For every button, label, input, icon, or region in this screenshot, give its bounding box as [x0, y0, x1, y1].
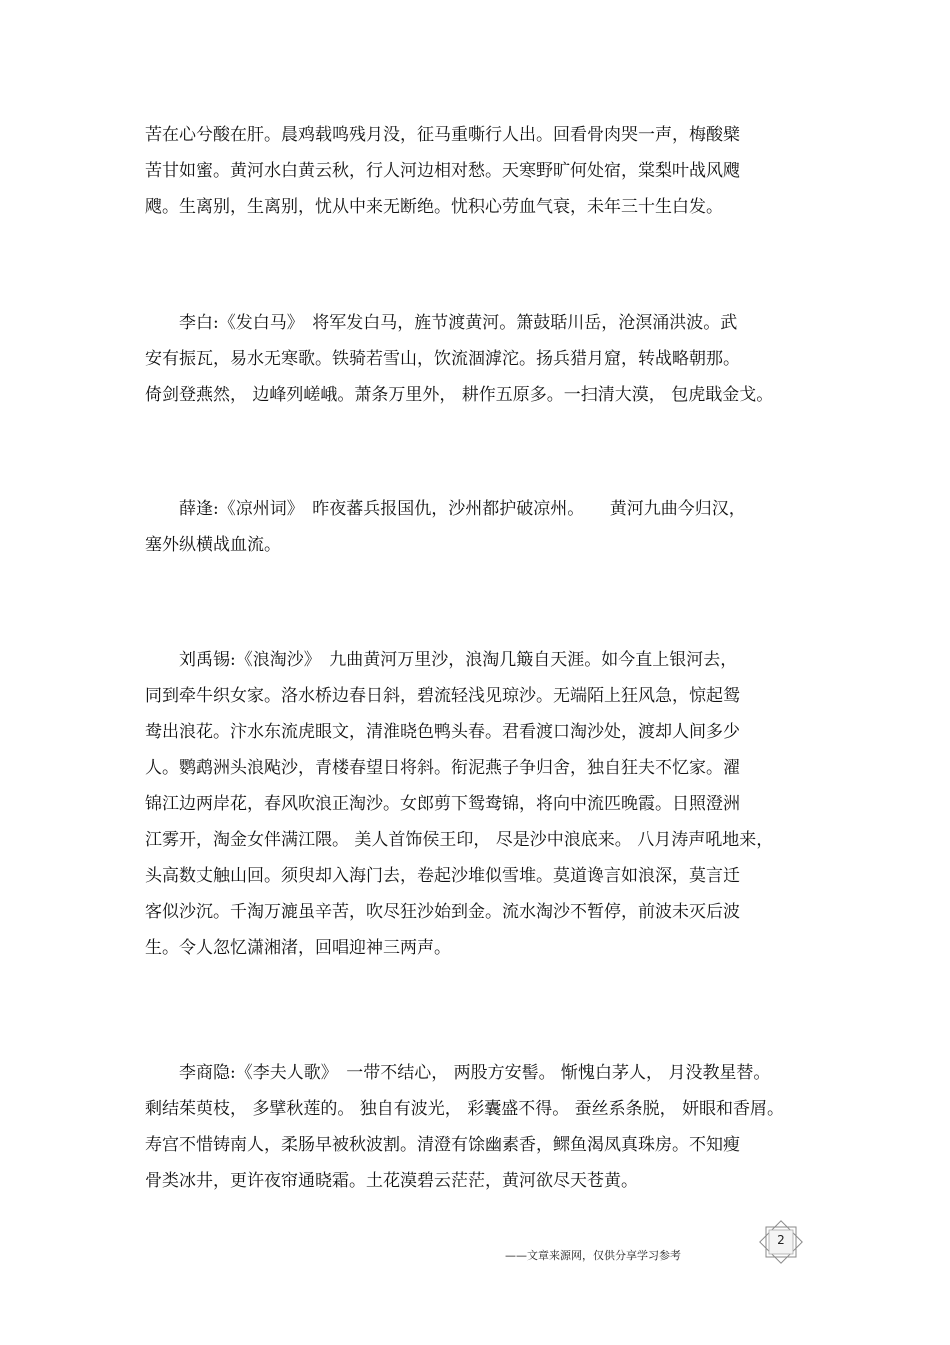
text-line: 鸯出浪花。汴水东流虎眼文，清淮晓色鸭头春。君看渡口淘沙处，渡却人间多少: [145, 722, 740, 742]
text-line: 剩结茱萸枝， 多擘秋莲的。 独自有波光， 彩囊盛不得。 蚕丝系条脱， 妍眼和香屑。: [145, 1099, 785, 1119]
paragraph-li-bai: [145, 305, 795, 413]
paragraph-1: [145, 117, 795, 225]
paragraph-liu-yuxi: [145, 642, 795, 966]
text-line: 江雾开，淘金女伴满江隈。 美人首饰侯王印， 尽是沙中浪底来。 八月涛声吼地来，: [145, 830, 774, 850]
text-line: 刘禹锡:《浪淘沙》 九曲黄河万里沙，浪淘几簸自天涯。如今直上银河去，: [145, 650, 738, 670]
text-line: 倚剑登燕然， 边峰列嵯峨。萧条万里外， 耕作五原多。一扫清大漠， 包虎戢金戈。: [145, 385, 774, 405]
text-line: 锦江边两岸花，春风吹浪正淘沙。女郎剪下鸳鸯锦，将向中流匹晚霞。日照澄洲: [145, 794, 740, 814]
text-line: 生。令人忽忆潇湘渚，回唱迎神三两声。: [145, 938, 451, 958]
text-line: 寿宫不惜铸南人，柔肠早被秋波割。清澄有馀幽素香，鳏鱼渴凤真珠房。不知瘦: [145, 1135, 740, 1155]
text-line: 薛逢:《凉州词》 昨夜蕃兵报国仇，沙州都护破凉州。 黄河九曲今归汉，: [145, 499, 746, 519]
text-line: 客似沙沉。千淘万漉虽辛苦，吹尽狂沙始到金。流水淘沙不暂停，前波未灭后波: [145, 902, 740, 922]
text-line: 头高数丈触山回。须臾却入海门去，卷起沙堆似雪堆。莫道谗言如浪深，莫言迁: [145, 866, 740, 886]
text-line: 李商隐:《李夫人歌》 一带不结心， 两股方安髻。 惭愧白茅人， 月没教星替。: [145, 1063, 771, 1083]
paragraph-li-shangyin: [145, 1055, 795, 1199]
text-line: 苦在心兮酸在肝。晨鸡载鸣残月没，征马重嘶行人出。回看骨肉哭一声，梅酸檗: [145, 125, 740, 145]
paragraph-xue-feng: [145, 491, 795, 563]
page-number-badge: [758, 1219, 804, 1265]
text-line: 同到牵牛织女家。洛水桥边春日斜，碧流轻浅见琼沙。无端陌上狂风急，惊起鸳: [145, 686, 740, 706]
text-line: 苦甘如蜜。黄河水白黄云秋，行人河边相对愁。天寒野旷何处宿，棠梨叶战风飕: [145, 161, 740, 181]
text-line: 骨类冰井，更许夜帘通晓霜。土花漠碧云茫茫，黄河欲尽天苍黄。: [145, 1171, 638, 1191]
text-line: 飕。生离别，生离别，忧从中来无断绝。忧积心劳血气衰，未年三十生白发。: [145, 197, 723, 217]
footer-source-note: ——文章来源网，仅供分享学习参考: [505, 1249, 681, 1262]
text-line: 安有振瓦，易水无寒歌。铁骑若雪山，饮流涸滹沱。扬兵猎月窟，转战略朝那。: [145, 349, 740, 369]
text-line: 人。鹦鹉洲头浪飐沙，青楼春望日将斜。衔泥燕子争归舍，独自狂夫不忆家。濯: [145, 758, 740, 778]
page-number: 2: [777, 1233, 785, 1247]
text-line: 李白:《发白马》 将军发白马，旌节渡黄河。箫鼓聒川岳，沧溟涌洪波。武: [145, 313, 738, 333]
text-line: 塞外纵横战血流。: [145, 535, 281, 555]
